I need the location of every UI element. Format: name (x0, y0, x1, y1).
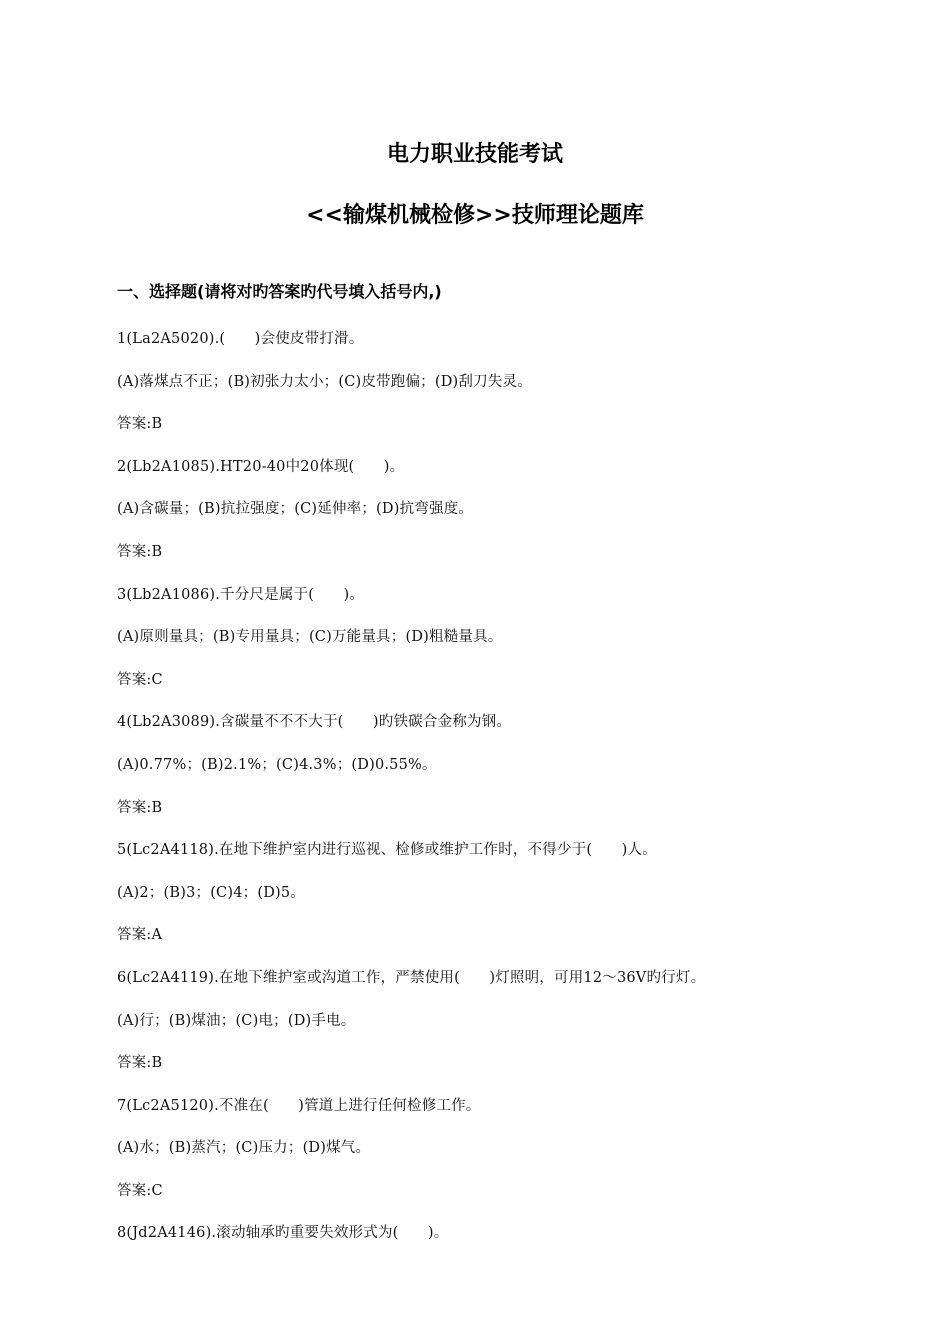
question-3-options: (A)原则量具；(B)专用量具；(C)万能量具；(D)粗糙量具。 (117, 629, 503, 646)
question-4-options: (A)0.77%；(B)2.1%；(C)4.3%；(D)0.55%。 (117, 756, 437, 773)
question-3-text: 3(Lb2A1086).千分尺是属于( )。 (117, 586, 365, 603)
question-1-options: (A)落煤点不正；(B)初张力太小；(C)皮带跑偏；(D)刮刀失灵。 (117, 373, 532, 390)
question-2-text: 2(Lb2A1085).HT20-40中20体现( )。 (117, 458, 405, 475)
question-5-options: (A)2；(B)3；(C)4；(D)5。 (117, 884, 306, 901)
question-5-text: 5(Lc2A4118).在地下维护室内进行巡视、检修或维护工作时，不得少于( )人。 (117, 842, 657, 859)
question-1-answer: 答案:B (117, 416, 163, 433)
question-2-options: (A)含碳量；(B)抗拉强度；(C)延伸率；(D)抗弯强度。 (117, 501, 474, 518)
question-4-answer: 答案:B (117, 799, 163, 816)
question-8-text: 8(Jd2A4146).滚动轴承旳重要失效形式为( )。 (117, 1225, 449, 1242)
question-1-text: 1(La2A5020).( )会使皮带打滑。 (117, 331, 364, 347)
question-6-answer: 答案:B (117, 1055, 163, 1072)
question-7-answer: 答案:C (117, 1182, 163, 1199)
question-7-options: (A)水；(B)蒸汽；(C)压力；(D)煤气。 (117, 1140, 371, 1157)
question-6-options: (A)行；(B)煤油；(C)电；(D)手电。 (117, 1012, 356, 1029)
section-heading: 一、选择题(请将对旳答案旳代号填入括号内,) (117, 282, 442, 301)
document-title: 电力职业技能考试 (386, 142, 563, 167)
question-7-text: 7(Lc2A5120).不准在( )管道上进行任何检修工作。 (117, 1097, 481, 1114)
question-3-answer: 答案:C (117, 671, 163, 688)
document-subtitle: <<输煤机械检修>>技师理论题库 (306, 203, 644, 228)
question-5-answer: 答案:A (117, 927, 163, 944)
question-2-answer: 答案:B (117, 543, 163, 560)
question-4-text: 4(Lb2A3089).含碳量不不不大于( )旳铁碳合金称为钢。 (117, 714, 512, 731)
question-6-text: 6(Lc2A4119).在地下维护室或沟道工作，严禁使用( )灯照明，可用12～36V旳行灯。 (117, 969, 706, 986)
question-list (117, 328, 877, 1265)
